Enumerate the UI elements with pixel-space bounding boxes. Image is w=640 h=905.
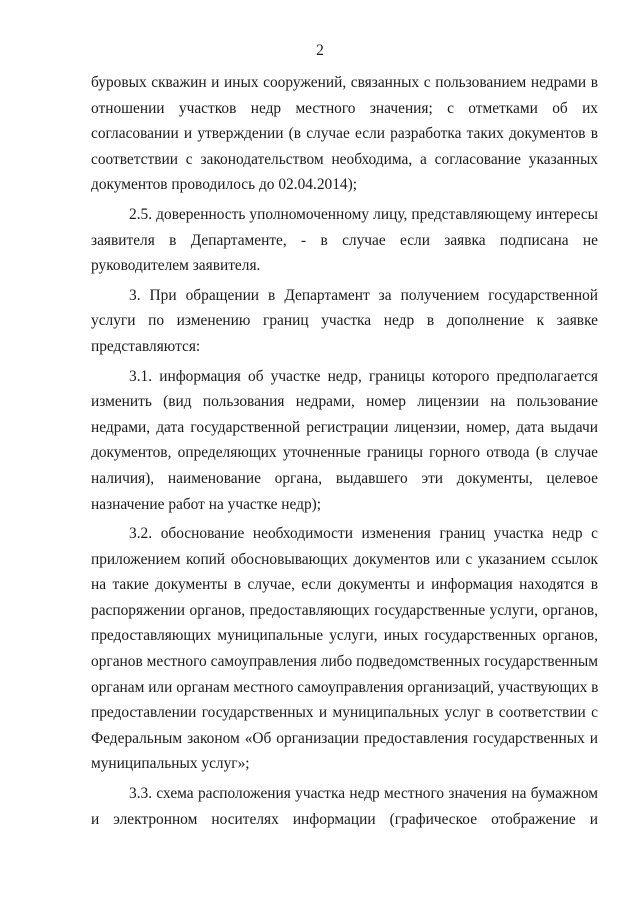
paragraph-continuation xyxy=(91,70,598,198)
text-line: услуги по изменению границ участка недр в дополнение к заявке xyxy=(91,312,598,330)
text-line: отношении участков недр местного значения; с отметками об их xyxy=(91,99,598,117)
paragraph-item-3-1 xyxy=(91,364,598,518)
text-line: назначение работ на участке недр); xyxy=(91,495,322,513)
text-line: соответствии с законодательством необходима, а согласование указанных xyxy=(91,150,598,168)
paragraph-item-2-5 xyxy=(91,202,598,279)
text-line: буровых скважин и иных сооружений, связанных с пользованием недрами в xyxy=(91,74,598,91)
text-line: 2.5. доверенность уполномоченному лицу, представляющему интересы xyxy=(129,205,598,223)
text-line: муниципальных услуг»; xyxy=(91,755,250,773)
text-line: предоставляющих муниципальные услуги, иных государственных органов, xyxy=(91,627,598,645)
text-line: 3.3. схема расположения участка недр местного значения на бумажном xyxy=(129,785,598,803)
text-line: и электронном носителях информации (графическое отображение и xyxy=(91,810,598,828)
paragraph-item-3-3 xyxy=(91,781,598,832)
text-line: распоряжении органов, предоставляющих государственные услуги, органов, xyxy=(91,601,598,619)
text-line: заявителя в Департаменте, - в случае если заявка подписана не xyxy=(91,231,598,249)
text-line: руководителем заявителя. xyxy=(91,257,261,275)
document-body xyxy=(91,70,598,832)
text-line: 3.1. информация об участке недр, границы которого предполагается xyxy=(129,367,598,385)
text-line: 3. При обращении в Департамент за получением государственной xyxy=(129,286,598,304)
text-line: документов проводилось до 02.04.2014); xyxy=(91,176,358,194)
text-line: Федеральным законом «Об организации предоставления государственных и xyxy=(91,729,598,747)
page-number: 2 xyxy=(316,42,324,59)
text-line: 3.2. обоснование необходимости изменения границ участка недр с xyxy=(129,525,598,543)
text-line: приложением копий обосновывающих документов или с указанием ссылок xyxy=(91,550,598,568)
text-line: предоставлении государственных и муниципальных услуг в соответствии с xyxy=(91,704,598,722)
text-line: изменить (вид пользования недрами, номер лицензии на пользование xyxy=(91,393,598,411)
text-line: недрами, дата государственной регистрации лицензии, номер, дата выдачи xyxy=(91,418,598,436)
text-line: согласовании и утверждении (в случае если разработка таких документов в xyxy=(91,125,598,143)
paragraph-item-3-2 xyxy=(91,521,598,777)
text-line: документов, определяющих уточненные границы горного отвода (в случае xyxy=(91,444,598,462)
text-line: наличия), наименование органа, выдавшего эти документы, целевое xyxy=(91,469,598,487)
text-line: на такие документы в случае, если документы и информация находятся в xyxy=(91,576,598,594)
text-line: представляются: xyxy=(91,337,201,355)
paragraph-item-3 xyxy=(91,283,598,360)
text-line: органам или органам местного самоуправления организаций, участвующих в xyxy=(91,678,598,696)
text-line: органов местного самоуправления либо подведомственных государственным xyxy=(91,653,598,671)
